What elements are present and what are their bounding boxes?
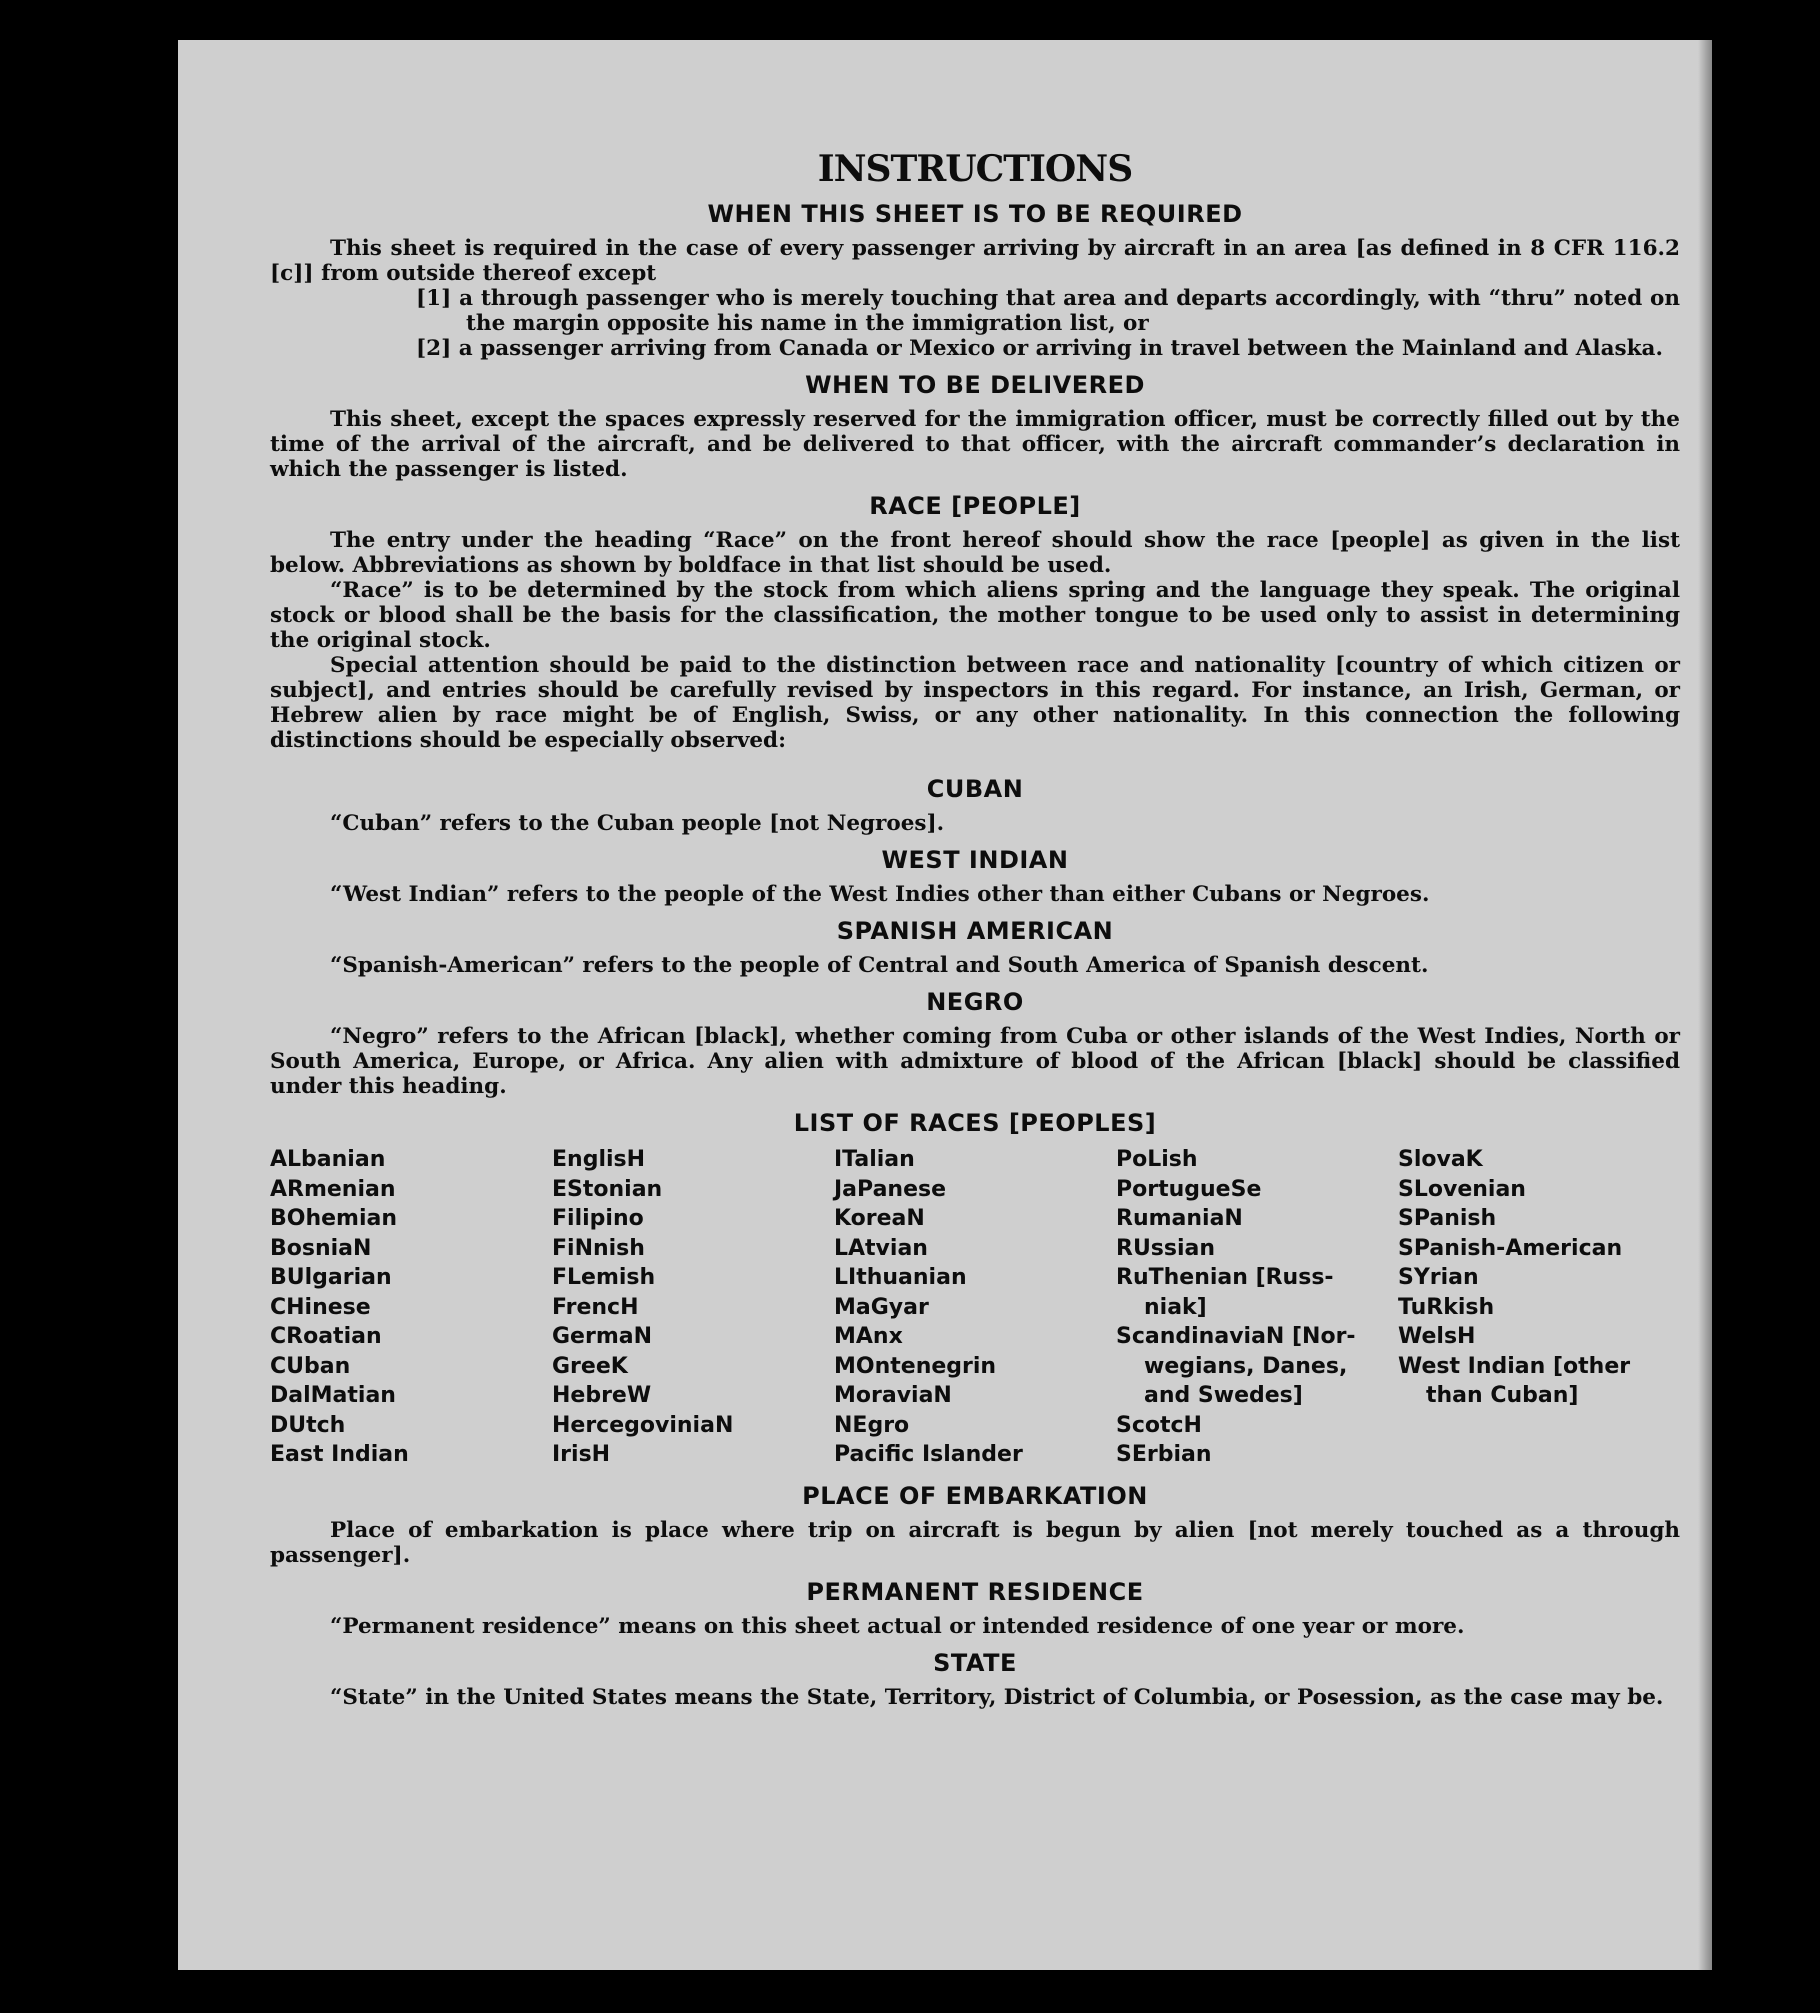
race-column-5 <box>1398 1145 1680 1470</box>
race-item: MOntenegrin <box>834 1353 997 1379</box>
embarkation-text: Place of embarkation is place where trip on aircraft is begun by alien [not merely touched as a through passenger]. <box>270 1517 1680 1568</box>
race-item: RUssian <box>1116 1235 1216 1261</box>
race-item: ALbanian <box>270 1147 386 1172</box>
race-item: PortugueSe <box>1116 1176 1262 1202</box>
race-item: ITalian <box>834 1147 915 1172</box>
page-edge-shadow <box>1698 40 1712 1970</box>
race-item: LIthuanian <box>834 1265 967 1290</box>
race-item: TuRkish <box>1398 1294 1495 1320</box>
heading-cuban: CUBAN <box>926 775 1024 803</box>
document-page <box>178 40 1712 1970</box>
state-text: “State” in the United States means the State, Territory, District of Columbia, or Posession, as the case may be. <box>330 1684 1664 1710</box>
race-item: CHinese <box>270 1294 371 1320</box>
race-item: SLovenian <box>1398 1176 1526 1202</box>
race-item: CRoatian <box>270 1324 382 1349</box>
race-column-4 <box>1116 1145 1398 1470</box>
negro-text: “Negro” refers to the African [black], whether coming from Cuba or other islands of the West Indies, North or South America, Europe, or Africa. Any alien with admixture of blood of the African [black] should be classified under this heading. <box>270 1024 1680 1099</box>
race-item: DUtch <box>270 1412 346 1438</box>
race-item: MoraviaN <box>834 1383 952 1408</box>
delivered-text: This sheet, except the spaces expressly reserved for the immigration officer, must be correctly filled out by the time of the arrival of the aircraft, and be delivered to that officer, with the aircraft commander’s declaration in which the passenger is listed. <box>270 407 1680 482</box>
required-item-2: [2] a passenger arriving from Canada or Mexico or arriving in travel between the Mainland and Alaska. <box>416 336 1663 361</box>
race-item: GermaN <box>552 1324 653 1349</box>
race-item: FLemish <box>552 1265 656 1290</box>
race-column-3 <box>834 1145 1116 1470</box>
race-column-1 <box>270 1145 552 1470</box>
race-item: SPanish-American <box>1398 1235 1623 1261</box>
required-intro: This sheet is required in the case of every passenger arriving by aircraft in an area [as defined in 8 CFR 116.2 [c]] from outside thereof except <box>270 236 1680 286</box>
race-item: EStonian <box>552 1176 663 1202</box>
race-item: RuThenian [Russ- <box>1116 1265 1334 1290</box>
race-item: SlovaK <box>1398 1147 1483 1172</box>
race-item: NEgro <box>834 1412 910 1438</box>
cuban-text: “Cuban” refers to the Cuban people [not Negroes]. <box>330 811 945 836</box>
race-item: ScotcH <box>1116 1412 1202 1438</box>
heading-embarkation: PLACE OF EMBARKATION <box>802 1481 1148 1510</box>
race-item: ARmenian <box>270 1176 396 1202</box>
spanish-american-text: “Spanish-American” refers to the people of Central and South America of Spanish descent. <box>330 953 1429 978</box>
heading-required: WHEN THIS SHEET IS TO BE REQUIRED <box>707 200 1243 228</box>
permanent-residence-text: “Permanent residence” means on this sheet actual or intended residence of one year or more. <box>330 1613 1465 1639</box>
race-item: JaPanese <box>834 1176 947 1202</box>
race-item-continued: niak] <box>1144 1294 1207 1320</box>
race-paragraph-2: “Race” is to be determined by the stock from which aliens spring and the language they speak. The original stock or blood shall be the basis for the classification, the mother tongue to be used only to assist in determining the original stock. <box>270 578 1680 653</box>
race-item: SErbian <box>1116 1442 1212 1467</box>
heading-negro: NEGRO <box>926 988 1024 1016</box>
race-paragraph-3: Special attention should be paid to the distinction between race and nationality [country of which citizen or subject], and entries should be carefully revised by inspectors in this regard. For instance, an Irish, German, or Hebrew alien by race might be of English, Swiss, or any other nationality. In this connection the following distinctions should be especially observed: <box>270 653 1680 753</box>
heading-delivered: WHEN TO BE DELIVERED <box>805 371 1145 399</box>
race-item: HebreW <box>552 1383 652 1408</box>
race-item: SPanish <box>1398 1206 1497 1231</box>
page-title: INSTRUCTIONS <box>817 148 1133 190</box>
race-paragraph-1: The entry under the heading “Race” on the front hereof should show the race [people] as given in the list below. Abbreviations as shown by boldface in that list should be used. <box>270 528 1680 578</box>
race-item: BUlgarian <box>270 1265 392 1290</box>
race-item: CUban <box>270 1353 351 1379</box>
race-item: KoreaN <box>834 1206 925 1231</box>
race-item: SYrian <box>1398 1265 1479 1290</box>
race-item: FiNnish <box>552 1235 645 1261</box>
race-item: East Indian <box>270 1442 409 1467</box>
race-column-2 <box>552 1145 834 1470</box>
race-item: Filipino <box>552 1206 644 1231</box>
race-item: DalMatian <box>270 1383 396 1408</box>
instructions-content <box>270 148 1680 1710</box>
race-item: HercegoviniaN <box>552 1412 734 1438</box>
race-item-continued: and Swedes] <box>1144 1383 1303 1408</box>
race-item-continued: than Cuban] <box>1426 1383 1579 1408</box>
race-item: West Indian [other <box>1398 1353 1631 1379</box>
heading-list-of-races: LIST OF RACES [PEOPLES] <box>793 1109 1157 1137</box>
race-item: Pacific Islander <box>834 1442 1023 1467</box>
west-indian-text: “West Indian” refers to the people of the West Indies other than either Cubans or Negroes. <box>330 882 1430 907</box>
heading-west-indian: WEST INDIAN <box>881 846 1069 874</box>
heading-race: RACE [PEOPLE] <box>869 492 1081 520</box>
heading-permanent-residence: PERMANENT RESIDENCE <box>806 1577 1144 1606</box>
race-list <box>270 1145 1680 1470</box>
race-item: EnglisH <box>552 1147 646 1172</box>
race-item: MaGyar <box>834 1294 929 1320</box>
race-item: RumaniaN <box>1116 1206 1243 1231</box>
required-item-1: [1] a through passenger who is merely touching that area and departs accordingly, with “thru” noted on the margin opposite his name in the immigration list, or <box>416 286 1680 336</box>
race-item: BosniaN <box>270 1235 372 1261</box>
race-item: IrisH <box>552 1442 611 1467</box>
race-item-continued: wegians, Danes, <box>1144 1353 1348 1379</box>
race-item: LAtvian <box>834 1235 928 1261</box>
heading-state: STATE <box>933 1648 1017 1677</box>
race-item: ScandinaviaN [Nor- <box>1116 1324 1356 1349</box>
heading-spanish-american: SPANISH AMERICAN <box>836 917 1114 945</box>
race-item: GreeK <box>552 1353 628 1379</box>
race-item: PoLish <box>1116 1147 1198 1172</box>
race-item: MAnx <box>834 1324 903 1349</box>
race-item: BOhemian <box>270 1206 398 1231</box>
race-item: WelsH <box>1398 1324 1476 1349</box>
race-item: FrencH <box>552 1294 639 1320</box>
